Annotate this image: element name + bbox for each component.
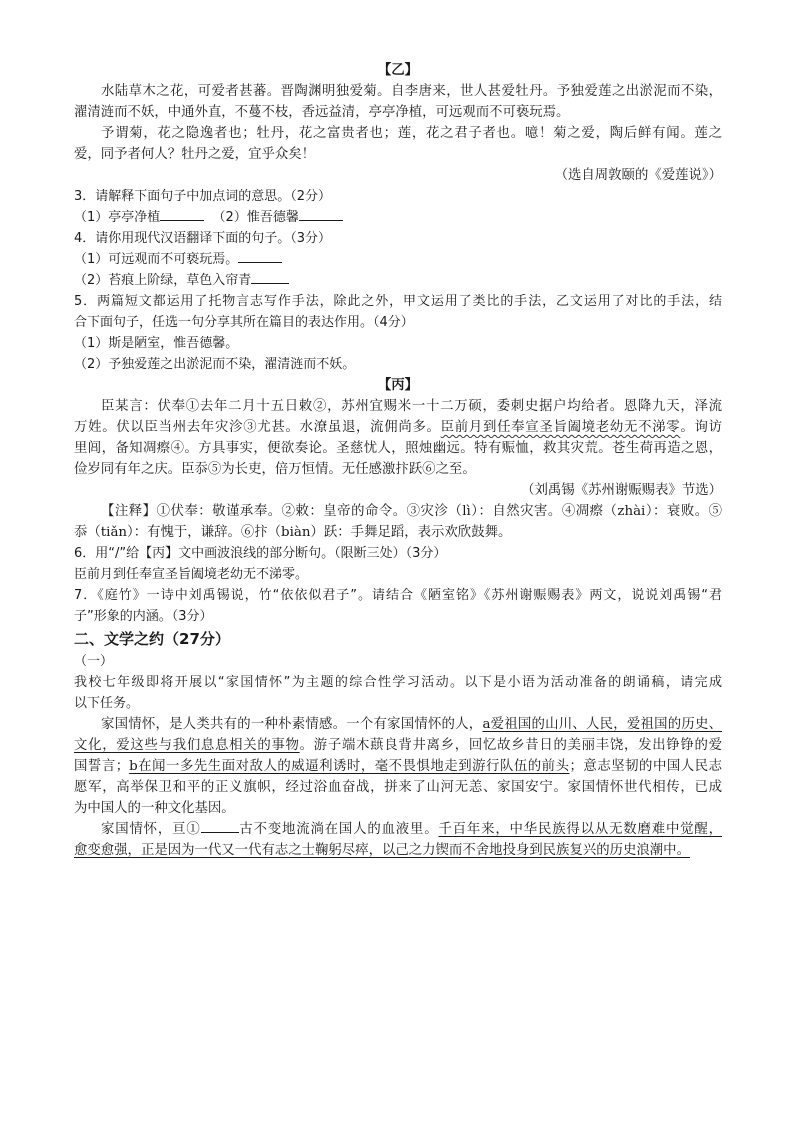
question-4-item-1: （1）可远观而不可亵玩焉。 [74,252,239,267]
underlined-sentence: 千百年来，中华民族得以从无数磨难中觉醒， [438,822,722,837]
passage-bing-text: 俭岁同有年之庆。臣忝⑤为长吏，倍万恒情。无任感激抃跃⑥之至。 [74,462,476,477]
passage-yi-text: 濯清涟而不妖，中通外直，不蔓不枝，香远益清，亭亭净植，可远观而不可亵玩焉。 [74,105,570,120]
wavy-underlined-sentence: 臣前月到任奉宣圣旨阖境老幼无不涕零 [440,420,681,435]
underlined-sentence-a: a爱祖国的山川、人民，爱祖国的历史、 [482,717,722,732]
question-3-items [74,207,722,228]
passage-yi-text: 水陆草木之花，可爱者甚蕃。晋陶渊明独爱菊。自李唐来，世人甚爱牡丹。予独爱莲之出淤泥而不染， [101,84,722,99]
answer-blank[interactable] [238,250,282,263]
recitation-text: 愈变愈强，正是因为一代又一代有志之士鞠躬尽瘁，以己之力锲而不舍地投身到民族复兴的历史浪潮中。 [74,843,690,858]
question-3-item-1: （1）亭亭净植 [74,210,161,225]
passage-yi-text: 爱，同予者何人？牡丹之爱，宜乎众矣！ [74,147,316,162]
recitation-text: 愿军，高举保卫和平的正义旗帜，经过浴血奋战，拼来了山河无恙、家国安宁。家国情怀世代相传，已成 [74,780,722,795]
passage-bing-notes: 忝（tiǎn）：有愧于，谦辞。⑥抃（biàn）跃：手舞足蹈，表示欢欣鼓舞。 [74,525,512,540]
recitation-text: 家国情怀，亘① 古不变地流淌在国人的血液里。千百年来，中华民族得以从无数磨难中觉醒， [101,822,722,837]
recitation-text: 国誓言；b在闻一多先生面对敌人的威逼利诱时，毫不畏惧地走到游行队伍的前头；意志坚韧的中国人民志 [74,759,722,774]
recitation-text: 家国情怀，是人类共有的一种朴素情感。一个有家国情怀的人，a爱祖国的山川、人民，爱祖国的历史、 [101,717,722,732]
answer-blank[interactable] [251,271,289,284]
section-heading: 二、文学之约（27分） [74,630,230,648]
question-3-item-2: （2）惟吾德馨 [212,210,299,225]
question-7: 子”形象的内涵。（3分） [74,609,213,624]
subsection-label: （一） [74,654,114,669]
passage-bing-title: 【丙】 [377,377,419,393]
question-5-item-1: （1）斯是陋室，惟吾德馨。 [74,336,239,351]
passage-bing-text: 臣某言：伏奉①去年二月十五日敕②，苏州宜赐米一十二万硕，委刺史据户均给者。恩降九天，泽流 [101,399,722,414]
answer-blank[interactable] [160,208,204,221]
passage-yi-title: 【乙】 [377,62,419,78]
section-intro: 我校七年级即将开展以“家国情怀”为主题的综合性学习活动。以下是小语为活动准备的朗诵稿，请完成 [74,675,722,690]
question-5-item-2: （2）予独爱莲之出淤泥而不染，濯清涟而不妖。 [74,357,356,372]
passage-bing-text: 万姓。伏以臣当州去年灾沴③尤甚。水潦虽退，流佣尚多。臣前月到任奉宣圣旨阖境老幼无不涕零。询访 [74,420,722,435]
passage-bing-source: （刘禹锡《苏州谢赈赐表》节选） [521,483,722,498]
question-6-sentence: 臣前月到任奉宣圣旨阖境老幼无不涕零。 [74,567,309,582]
question-4-item-1-row [74,249,722,270]
question-4-item-2: （2）苔痕上阶绿，草色入帘青 [74,273,252,288]
section-intro: 以下任务。 [74,696,140,711]
passage-bing-text: 里闾，备知凋瘵④。方具事实，便欲奏论。圣慈忧人，照烛幽远。特有赈恤，救其灾荒。苍生荷再造之恩， [74,441,722,456]
underlined-sentence-a: 文化，爱这些与我们息息相关的事物 [74,738,300,753]
answer-blank[interactable] [201,820,239,833]
passage-bing-notes: 【注释】①伏奉：敬谨承奉。②敕：皇帝的命令。③灾沴（lì）：自然灾害。④凋瘵（zhài）：衰败。⑤ [101,504,722,519]
recitation-text: 文化，爱这些与我们息息相关的事物。游子端木蕻良背井离乡，回忆故乡昔日的美丽丰饶，发出铮铮的爱 [74,738,722,753]
answer-blank[interactable] [299,208,343,221]
question-4-item-2-row [74,270,722,291]
exam-page [74,60,722,861]
question-5: 5．两篇短文都运用了托物言志写作手法，除此之外，甲文运用了类比的手法，乙文运用了对比的手法，结 [74,294,722,309]
question-5: 合下面句子，任选一句分享其所在篇目的表达作用。（4分） [74,315,414,330]
passage-yi-source: （选自周敦颐的《爱莲说》） [554,168,722,183]
recitation-text: 为中国人的一种文化基因。 [74,801,235,816]
underlined-sentence-b: b在闻一多先生面对敌人的威逼利诱时，毫不畏惧地走到游行队伍的前头 [129,759,570,774]
question-4: 4．请你用现代汉语翻译下面的句子。（3分） [74,231,332,246]
passage-yi-text: 予谓菊，花之隐逸者也；牡丹，花之富贵者也；莲，花之君子者也。噫！菊之爱，陶后鲜有闻。莲之 [101,126,722,141]
question-6: 6．用“/”给【丙】文中画波浪线的部分断句。（限断三处）（3分） [74,546,447,561]
question-3: 3．请解释下面句子中加点词的意思。（2分） [74,189,332,204]
question-7: 7．《庭竹》一诗中刘禹锡说，竹“依依似君子”。请结合《陋室铭》《苏州谢赈赐表》两文，说说刘禹锡“君 [74,588,722,603]
